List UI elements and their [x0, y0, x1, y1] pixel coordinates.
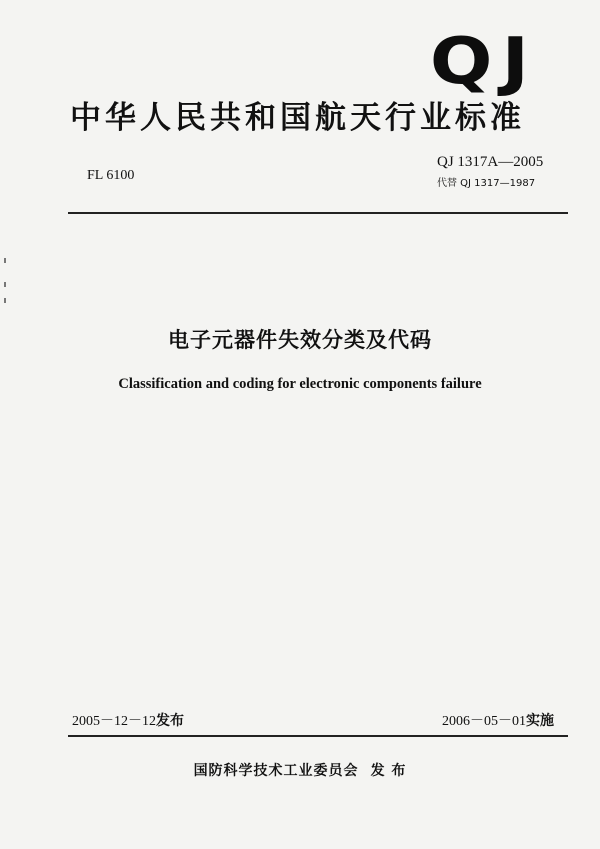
standard-category-title: 中华人民共和国航天行业标准 [70, 100, 525, 136]
implementation-date-line [442, 710, 554, 730]
publisher-name: 国防科学技术工业委员会 [193, 763, 359, 779]
scan-speck [4, 282, 6, 287]
issue-date: 2005－12－12 [72, 714, 156, 729]
issue-label: 发布 [156, 713, 184, 729]
header-divider [68, 212, 568, 214]
document-title-english: Classification and coding for electronic components failure [118, 376, 482, 392]
implementation-date: 2006－05－01 [442, 714, 526, 729]
scan-speck [4, 258, 6, 263]
qj-logo: QJ [429, 25, 538, 99]
replaces-standard: 代替 QJ 1317—1987 [437, 178, 536, 189]
classification-code: FL 6100 [87, 168, 135, 183]
implementation-label: 实施 [526, 713, 554, 729]
scan-speck [4, 298, 6, 303]
publisher-line [0, 760, 600, 780]
footer-divider [68, 735, 568, 737]
document-title-chinese: 电子元器件失效分类及代码 [168, 328, 432, 352]
issue-date-line [72, 710, 184, 730]
standard-number: QJ 1317A—2005 [437, 154, 544, 170]
publish-label: 发 布 [370, 763, 407, 779]
